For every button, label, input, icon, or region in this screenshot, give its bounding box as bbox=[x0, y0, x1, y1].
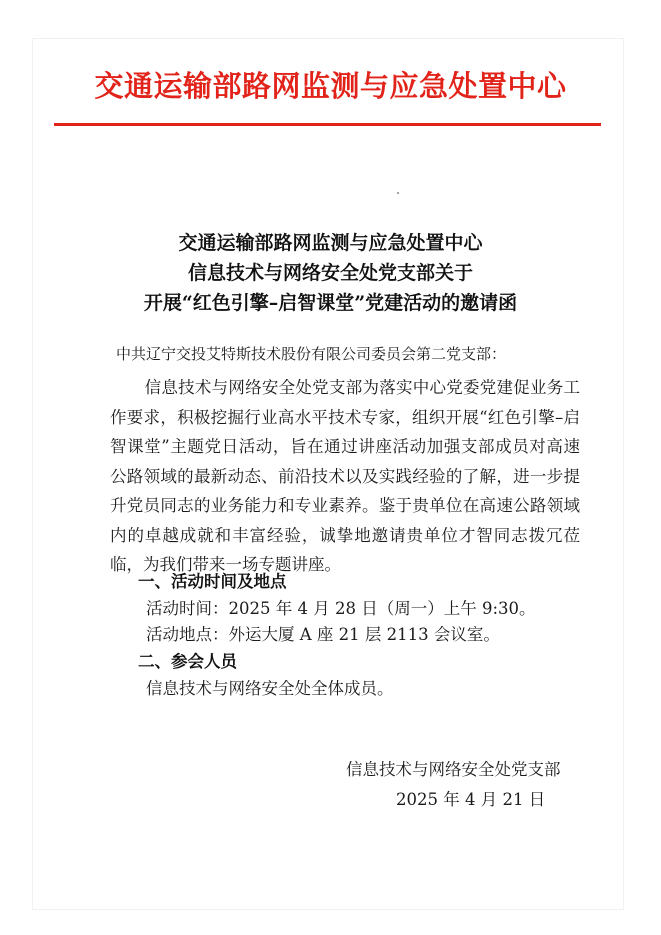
event-time: 活动时间：2025 年 4 月 28 日（周一）上午 9:30。 bbox=[146, 599, 536, 618]
attendees: 信息技术与网络安全处全体成员。 bbox=[146, 679, 394, 698]
letterhead-red-rule bbox=[54, 123, 601, 126]
section-heading-attendees: 二、参会人员 bbox=[138, 652, 237, 671]
scan-speck bbox=[397, 192, 399, 194]
section-heading-time-place: 一、活动时间及地点 bbox=[138, 572, 287, 591]
document-title-line-1: 交通运输部路网监测与应急处置中心 bbox=[178, 232, 483, 254]
signature-date: 2025 年 4 月 21 日 bbox=[396, 790, 546, 809]
salutation: 中共辽宁交投艾特斯技术股份有限公司委员会第二党支部： bbox=[116, 345, 507, 363]
document-title-line-2: 信息技术与网络安全处党支部关于 bbox=[187, 262, 473, 284]
event-location: 活动地点：外运大厦 A 座 21 层 2113 会议室。 bbox=[146, 625, 500, 644]
letterhead-org-name: 交通运输部路网监测与应急处置中心 bbox=[94, 69, 567, 103]
body-paragraph: 信息技术与网络安全处党支部为落实中心党委党建促业务工作要求，积极挖掘行业高水平技术专家，组织开展“红色引擎–启智课堂”主题党日活动，旨在通过讲座活动加强支部成员对高速公路领域的最新动态、前沿技术以及实践经验的了解，进一步提升党员同志的业务能力和专业素养。鉴于贵单位在高速公路领域内的卓越成就和丰富经验，诚挚地邀请贵单位才智同志拨冗莅临，为我们带来一场专题讲座。 bbox=[110, 378, 580, 574]
document-title-line-3: 开展“红色引擎–启智课堂”党建活动的邀请函 bbox=[143, 292, 518, 314]
signature-org: 信息技术与网络安全处党支部 bbox=[346, 760, 561, 779]
